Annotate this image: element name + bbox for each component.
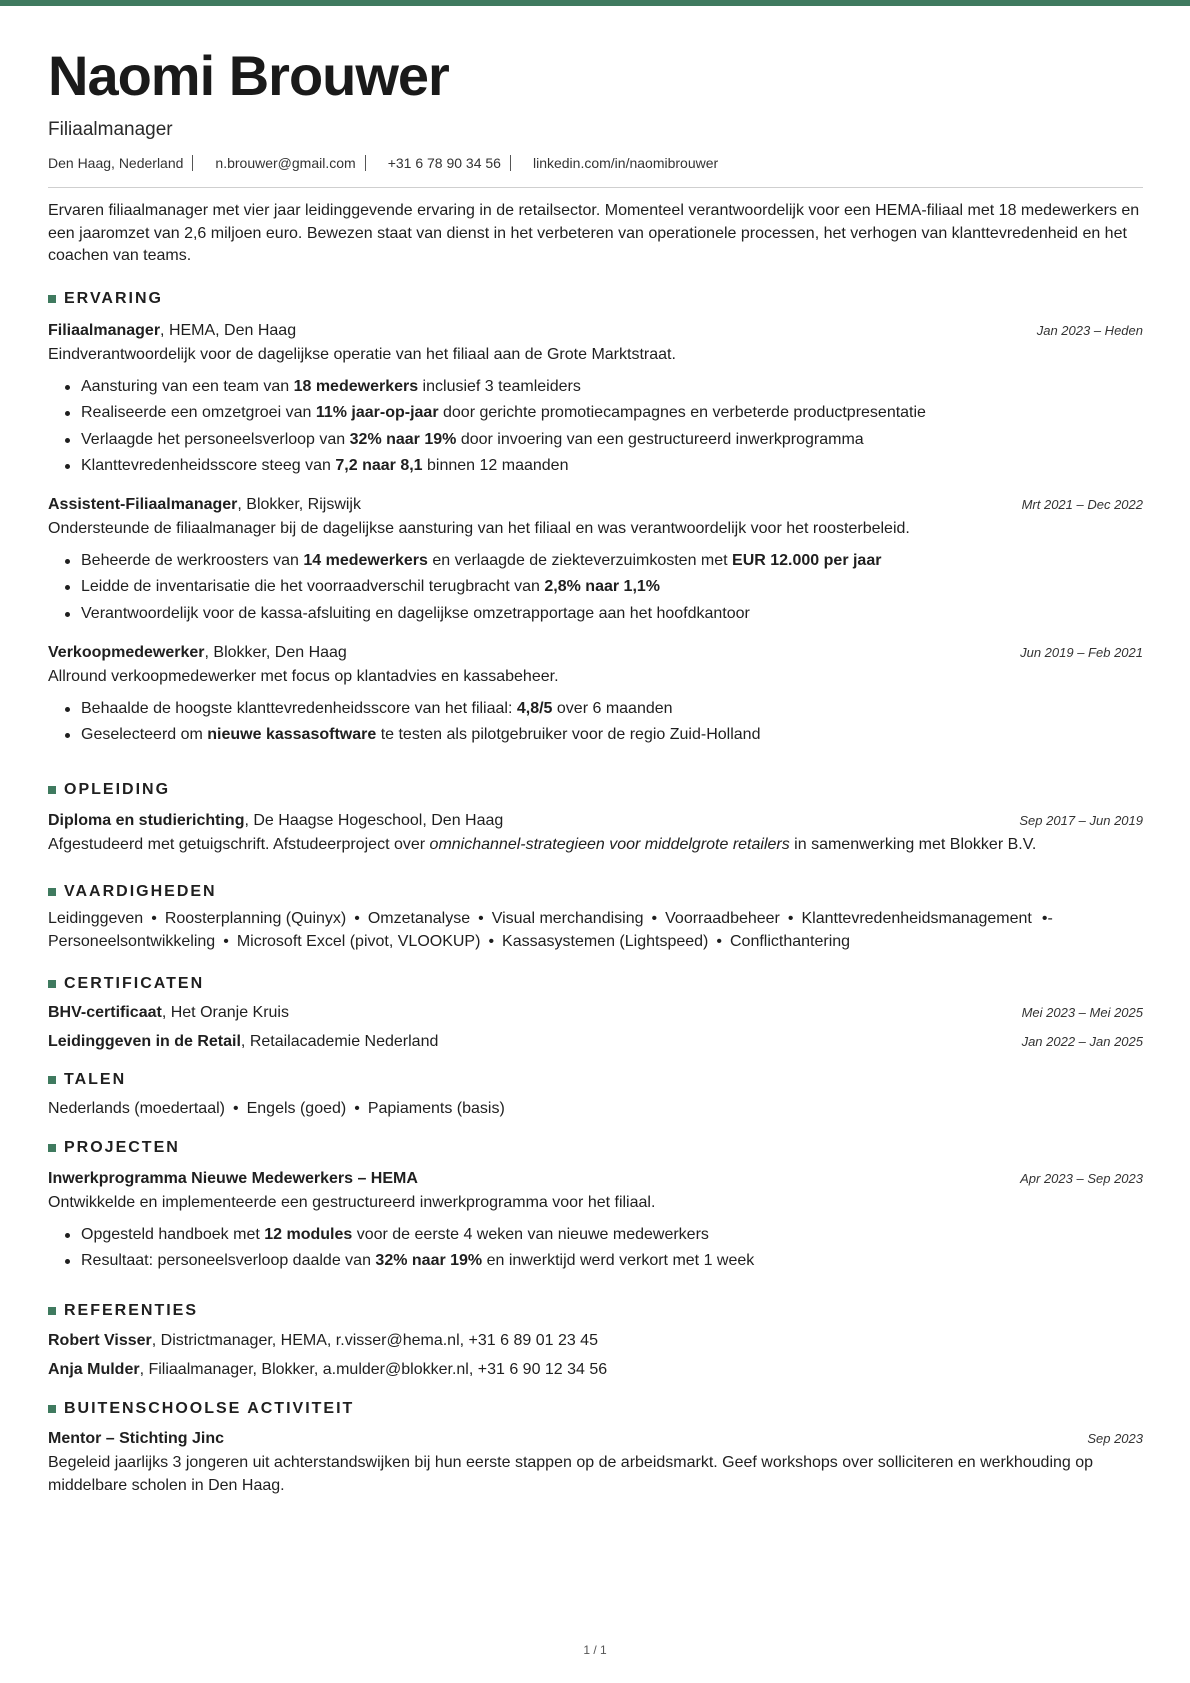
- section-title: VAARDIGHEDEN: [64, 883, 217, 900]
- section-title: OPLEIDING: [64, 781, 171, 798]
- certificate-dates: Jan 2022 – Jan 2025: [1021, 1034, 1143, 1049]
- extracurricular-item: [48, 1428, 1143, 1497]
- experience-org: , HEMA, Den Haag: [160, 322, 297, 339]
- skill-item: Roosterplanning (Quinyx): [164, 910, 347, 927]
- section-title: REFERENTIES: [64, 1302, 199, 1319]
- section-heading-references: [48, 1302, 1143, 1320]
- certificate-item: [48, 1002, 1143, 1024]
- section-marker-icon: [48, 786, 56, 794]
- experience-description: Eindverantwoordelijk voor de dagelijkse operatie van het filiaal aan de Grote Marktstraat.: [48, 346, 676, 363]
- skill-item: Microsoft Excel (pivot, VLOOKUP): [236, 932, 481, 950]
- list-item: Behaalde de hoogste klanttevredenheidsscore van het filiaal: 4,8/5 over 6 maanden: [48, 696, 1143, 723]
- candidate-name: Naomi Brouwer: [48, 44, 449, 107]
- experience-bullets: [48, 374, 1143, 480]
- extracurricular-header: [48, 1428, 1143, 1450]
- skill-item: Leidinggeven: [48, 910, 144, 927]
- skill-item: Omzetanalyse: [367, 910, 471, 927]
- contact-separator: [365, 155, 366, 171]
- section-marker-icon: [48, 1076, 56, 1084]
- languages-list: Nederlands (moedertaal) • Engels (goed) • Papiaments (basis): [48, 1100, 505, 1117]
- experience-header: [48, 642, 1143, 664]
- experience-dates: Mrt 2021 – Dec 2022: [1021, 497, 1143, 512]
- section-marker-icon: [48, 888, 56, 896]
- language-item: Papiaments (basis): [367, 1100, 505, 1117]
- experience-org: , Blokker, Den Haag: [204, 644, 347, 661]
- page-number: 1 / 1: [583, 1643, 607, 1657]
- contact-linkedin[interactable]: linkedin.com/in/naomibrouwer: [532, 155, 719, 171]
- section-marker-icon: [48, 295, 56, 303]
- skills-list: [48, 908, 1143, 953]
- list-item: Realiseerde een omzetgroei van 11% jaar-op-jaar door gerichte promotiecampagnes en verbeterde productpresentatie: [48, 400, 1143, 427]
- skill-item: Voorraadbeheer: [665, 910, 780, 927]
- section-title: TALEN: [64, 1071, 127, 1088]
- certificate-row: [48, 1031, 1143, 1053]
- project-dates: Apr 2023 – Sep 2023: [1020, 1171, 1143, 1186]
- contact-email[interactable]: n.brouwer@gmail.com: [215, 155, 356, 171]
- section-marker-icon: [48, 1405, 56, 1413]
- list-item: Resultaat: personeelsverloop daalde van 32% naar 19% en inwerktijd werd verkort met 1 week: [48, 1248, 1143, 1275]
- certificate-title: [48, 1031, 438, 1053]
- reference-item: [48, 1359, 1143, 1382]
- list-item: Geselecteerd om nieuwe kassasoftware te testen als pilotgebruiker voor de regio Zuid-Holland: [48, 722, 1143, 749]
- experience-role: Assistent-Filiaalmanager: [48, 496, 238, 513]
- experience-org: , Blokker, Rijswijk: [237, 496, 361, 513]
- experience-header: [48, 494, 1143, 516]
- certificate-item: [48, 1031, 1143, 1053]
- extracurricular-name: Mentor – Stichting Jinc: [48, 1430, 225, 1447]
- skill-item: Klanttevredenheidsmanagement: [801, 910, 1032, 927]
- skills-line: Leidinggeven • Roosterplanning (Quinyx) • Omzetanalyse • Visual merchandising • Voorraadbeheer • Klanttevredenheidsmanagement •-: [48, 910, 1053, 927]
- certificate-row: [48, 1002, 1143, 1024]
- section-title: ERVARING: [64, 290, 163, 307]
- header-divider: [48, 187, 1143, 188]
- resume-page: [48, 0, 1143, 1683]
- section-marker-icon: [48, 980, 56, 988]
- list-item: Leidde de inventarisatie die het voorraadverschil terugbracht van 2,8% naar 1,1%: [48, 574, 1143, 601]
- list-item: Klanttevredenheidsscore steeg van 7,2 naar 8,1 binnen 12 maanden: [48, 453, 1143, 480]
- reference-name: Anja Mulder: [48, 1361, 140, 1378]
- section-heading-education: [48, 781, 1143, 799]
- experience-item: [48, 642, 1143, 749]
- education-item: [48, 810, 1143, 857]
- reference-detail: , Districtmanager, HEMA, r.visser@hema.nl, +31 6 89 01 23 45: [151, 1332, 598, 1349]
- education-title: [48, 810, 503, 832]
- contact-separator: [510, 155, 511, 171]
- contact-line: [48, 155, 718, 171]
- section-title: BUITENSCHOOLSE ACTIVITEIT: [64, 1400, 355, 1417]
- certificate-dates: Mei 2023 – Mei 2025: [1021, 1005, 1143, 1020]
- list-item: Beheerde de werkroosters van 14 medewerkers en verlaagde de ziekteverzuimkosten met EUR 12.000 per jaar: [48, 548, 1143, 575]
- experience-header: [48, 320, 1143, 342]
- project-item: [48, 1168, 1143, 1275]
- certificate-name: Leidinggeven in de Retail: [48, 1033, 241, 1050]
- section-title: CERTIFICATEN: [64, 975, 205, 992]
- experience-role: Verkoopmedewerker: [48, 644, 205, 661]
- education-dates: Sep 2017 – Jun 2019: [1019, 813, 1143, 828]
- language-item: Engels (goed): [246, 1100, 347, 1117]
- reference-item: [48, 1330, 1143, 1353]
- experience-item: [48, 494, 1143, 627]
- skill-item: Personeelsontwikkeling: [48, 932, 216, 950]
- project-name: Inwerkprogramma Nieuwe Medewerkers – HEMA: [48, 1170, 418, 1187]
- section-heading-certificates: [48, 975, 1143, 993]
- experience-dates: Jan 2023 – Heden: [1036, 323, 1143, 338]
- section-marker-icon: [48, 1144, 56, 1152]
- education-degree: Diploma en studierichting: [48, 812, 245, 829]
- experience-bullets: [48, 696, 1143, 749]
- project-bullets: [48, 1222, 1143, 1275]
- section-heading-extracurricular: [48, 1400, 1143, 1418]
- education-description: Afgestudeerd met getuigschrift. Afstudeerproject over omnichannel-strategieen voor middelgrote retailers in samenwerking met Blokker B.V.: [48, 836, 1037, 853]
- project-description: Ontwikkelde en implementeerde een gestructureerd inwerkprogramma voor het filiaal.: [48, 1194, 656, 1211]
- contact-phone[interactable]: +31 6 78 90 34 56: [387, 155, 501, 171]
- skill-item: Conflicthantering: [729, 932, 851, 950]
- list-item: Opgesteld handboek met 12 modules voor de eerste 4 weken van nieuwe medewerkers: [48, 1222, 1143, 1249]
- experience-title: [48, 494, 361, 516]
- section-marker-icon: [48, 1307, 56, 1315]
- contact-location: Den Haag, Nederland: [48, 155, 184, 171]
- certificate-org: , Het Oranje Kruis: [161, 1004, 289, 1021]
- experience-description: Allround verkoopmedewerker met focus op klantadvies en kassabeheer.: [48, 668, 559, 685]
- experience-title: [48, 642, 347, 664]
- section-heading-skills: [48, 883, 1143, 901]
- experience-title: [48, 320, 296, 342]
- reference-detail: , Filiaalmanager, Blokker, a.mulder@blokker.nl, +31 6 90 12 34 56: [139, 1361, 608, 1378]
- summary-text: Ervaren filiaalmanager met vier jaar leidinggevende ervaring in de retailsector. Momenteel verantwoordelijk voor een HEMA-filiaal met 18 medewerkers en een jaaromzet van 2,6 miljoen euro. Bewezen staat van dienst in het verbeteren van operationele processen, het verhogen van klanttevredenheid en het coachen van teams.: [48, 202, 1140, 264]
- list-item: Aansturing van een team van 18 medewerkers inclusief 3 teamleiders: [48, 374, 1143, 401]
- language-item: Nederlands (moedertaal): [48, 1100, 225, 1117]
- experience-description: Ondersteunde de filiaalmanager bij de dagelijkse aansturing van het filiaal en was verantwoordelijk voor het roosterbeleid.: [48, 520, 910, 537]
- extracurricular-description: Begeleid jaarlijks 3 jongeren uit achterstandswijken bij hun eerste stappen op de arbeidsmarkt. Geef workshops over solliciteren en werkhouding op middelbare scholen in Den Haag.: [48, 1454, 1094, 1494]
- experience-item: [48, 320, 1143, 480]
- experience-role: Filiaalmanager: [48, 322, 161, 339]
- skill-item: Kassasystemen (Lightspeed): [502, 932, 709, 950]
- extracurricular-dates: Sep 2023: [1087, 1431, 1143, 1446]
- list-item: Verantwoordelijk voor de kassa-afsluiting en dagelijkse omzetrapportage aan het hoofdkantoor: [48, 601, 1143, 628]
- section-heading-experience: [48, 290, 1143, 308]
- job-title: Filiaalmanager: [48, 119, 173, 140]
- skills-line: Personeelsontwikkeling • Microsoft Excel (pivot, VLOOKUP) • Kassasystemen (Lightspeed) • Conflicthantering: [48, 932, 851, 950]
- contact-separator: [192, 155, 193, 171]
- section-heading-projects: [48, 1139, 1143, 1157]
- certificate-name: BHV-certificaat: [48, 1004, 162, 1021]
- section-heading-languages: [48, 1071, 1143, 1089]
- experience-dates: Jun 2019 – Feb 2021: [1020, 645, 1143, 660]
- skills-line-continuation: •-: [1041, 910, 1053, 927]
- reference-name: Robert Visser: [48, 1332, 152, 1349]
- certificate-title: [48, 1002, 289, 1024]
- education-header: [48, 810, 1143, 832]
- section-title: PROJECTEN: [64, 1139, 180, 1156]
- education-org: , De Haagse Hogeschool, Den Haag: [244, 812, 504, 829]
- project-header: [48, 1168, 1143, 1190]
- list-item: Verlaagde het personeelsverloop van 32% naar 19% door invoering van een gestructureerd inwerkprogramma: [48, 427, 1143, 454]
- experience-bullets: [48, 548, 1143, 628]
- certificate-org: , Retailacademie Nederland: [240, 1033, 439, 1050]
- skill-item: Visual merchandising: [491, 910, 644, 927]
